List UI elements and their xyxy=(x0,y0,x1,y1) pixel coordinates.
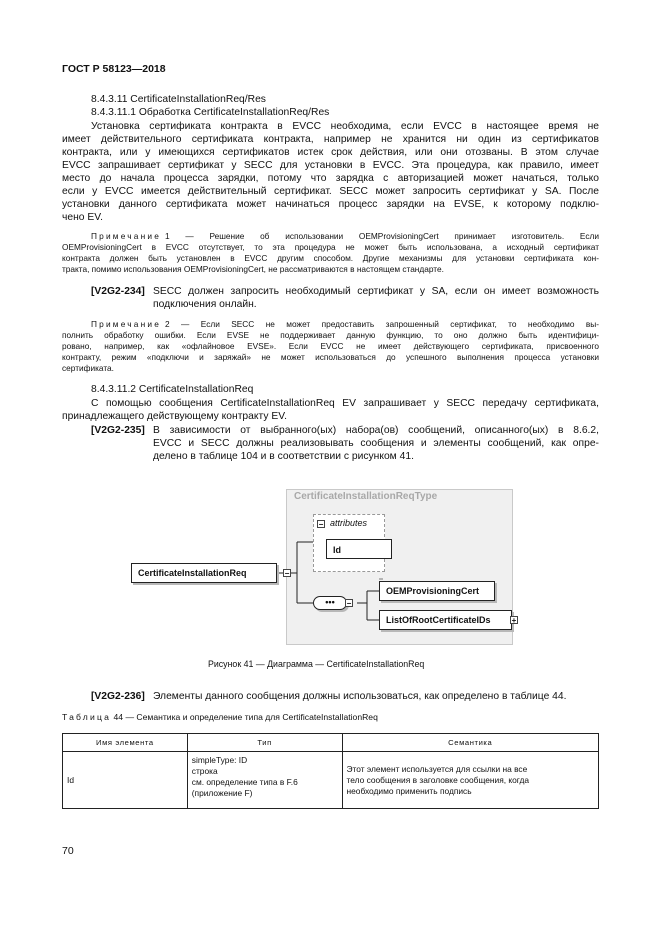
text-line: ровано, например, как «офлайновое EVSE». Если EVCC не имеет действующего сертификата, присвоенного xyxy=(62,341,599,351)
root-element: CertificateInstallationReq xyxy=(131,563,277,583)
requirement-236-text: Элементы данного сообщения должны использоваться, как определено в таблице 44. xyxy=(153,691,567,702)
text-line: С помощью сообщения CertificateInstallationReq EV запрашивает у SECC передачу сертификата, xyxy=(91,398,599,409)
cell-text: Id xyxy=(67,774,74,785)
column-header: Семантика xyxy=(342,734,599,752)
page-number: 70 xyxy=(62,845,74,857)
text-line: если у EVCC имеется действительный сертификат. SECC может запросить сертификат у SA. После xyxy=(62,186,599,197)
text-line: контракта, или у имеющихся сертификатов истек срок действия, или они отозваны. В этом случае xyxy=(62,147,599,158)
text-line: EVCC и SECC должны реализовывать сообщения и элементы сообщений, как опре- xyxy=(153,438,599,449)
text-line: контракту, режим «подключи и заряжай» не может использоваться до успешного выполнения процесса установки xyxy=(62,352,599,362)
child-element-oem-provisioning-cert: OEMProvisioningCert xyxy=(379,581,495,601)
table-title-label: Таблица xyxy=(62,712,112,722)
text-line: 1 — Решение об использовании OEMProvisioningCert принимает изготовитель. Если xyxy=(165,231,599,241)
requirement-id: [V2G2-235] xyxy=(91,425,145,436)
section-heading-8-4-3-11-1: 8.4.3.11.1 Обработка CertificateInstallationReq/Res xyxy=(91,107,330,118)
cell-text: тело сообщения в заголовке сообщения, когда xyxy=(346,774,530,785)
cell-semantics xyxy=(342,752,599,809)
text-line: OEMProvisioningCert в EVCC отсутствует, то эта процедура не может быть использована, а исходный сертификат xyxy=(62,242,599,252)
text-line: контракта должен быть установлен в EVCC другим способом. Другие механизмы для установки сертификата кон- xyxy=(62,253,599,263)
cell-element-name xyxy=(63,752,188,809)
attributes-label: attributes xyxy=(330,518,368,528)
column-header: Имя элемента xyxy=(63,734,188,752)
sequence-compositor: ••• xyxy=(313,596,347,610)
collapse-icon[interactable]: − xyxy=(346,599,352,608)
cell-text: Этот элемент используется для ссылки на все xyxy=(346,763,528,774)
text-line: 2 — Если SECC не может предоставить запрошенный сертификат, то необходимо вы- xyxy=(165,319,599,329)
text-line: принадлежащего действующему контракту EV. xyxy=(62,411,287,422)
cell-text: необходимо применить подпись xyxy=(346,785,472,796)
text-line: тракта, помимо использования OEMProvisioningCert, не рассматриваются в настоящем стандарте. xyxy=(62,264,444,274)
cell-text: (приложение F) xyxy=(191,788,253,798)
text-line: место до начала процесса зарядки, потому что зарядка с авторизацией может начаться, только xyxy=(62,173,599,184)
cell-text: simpleType: ID xyxy=(191,755,248,765)
semantics-table xyxy=(62,733,599,809)
text-line: полнить обработку ошибки. Если EVSE не поддерживает данную функцию, то оно должно быть идентифици- xyxy=(62,330,599,340)
collapse-icon[interactable]: − xyxy=(318,520,324,529)
table-title-text: 44 — Семантика и определение типа для CertificateInstallationReq xyxy=(113,712,378,722)
text-line: чено EV. xyxy=(62,212,104,223)
document-header: ГОСТ Р 58123—2018 xyxy=(62,63,166,75)
collapse-icon[interactable]: − xyxy=(284,569,290,578)
complex-type-title: CertificateInstallationReqType xyxy=(294,491,438,502)
section-heading-8-4-3-11-2: 8.4.3.11.2 CertificateInstallationReq xyxy=(91,384,254,395)
column-header: Тип xyxy=(187,734,342,752)
text-line: делено в таблице 104 и в соответствии с рисунком 41. xyxy=(153,451,414,462)
section-heading-8-4-3-11: 8.4.3.11 CertificateInstallationReq/Res xyxy=(91,94,266,105)
note-label: Примечание xyxy=(91,319,162,329)
child-element-list-of-root-certificate-ids: ListOfRootCertificateIDs xyxy=(379,610,512,630)
text-line: SECC должен запросить необходимый сертификат у SA, если он имеет возможность xyxy=(153,286,599,297)
table-row xyxy=(63,752,599,809)
figure-caption: Рисунок 41 — Диаграмма — CertificateInstallationReq xyxy=(208,659,425,669)
text-line: В зависимости от выбранного(ых) набора(ов) сообщений, описанного(ых) в 8.6.2, xyxy=(153,425,599,436)
requirement-id: [V2G2-236] xyxy=(91,691,145,702)
cell-text: строка xyxy=(191,766,218,776)
text-line: имеет действительного сертификата контракта, например не хранится ни один из сертификатов xyxy=(62,134,599,145)
text-line: Установка сертификата контракта в EVCC необходима, если EVCC в настоящее время не xyxy=(91,121,599,132)
cell-text: см. определение типа в F.6 xyxy=(191,777,298,787)
text-line: EVCC запрашивает сертификат у SECC для установки в EVCC. Эта процедура, как правило, имеет xyxy=(62,160,599,171)
requirement-id: [V2G2-234] xyxy=(91,286,145,297)
text-line: установки данного сертификата может начинаться процесс зарядки на EVSE, к которому подклю- xyxy=(62,199,599,210)
id-attribute: Id xyxy=(326,539,392,559)
table-header-row xyxy=(63,734,599,752)
table-title xyxy=(62,712,378,722)
expand-icon[interactable]: + xyxy=(511,616,517,625)
text-line: подключения онлайн. xyxy=(153,299,257,310)
cell-type xyxy=(187,752,342,809)
text-line: сертификата. xyxy=(62,363,114,373)
note-label: Примечание xyxy=(91,231,162,241)
